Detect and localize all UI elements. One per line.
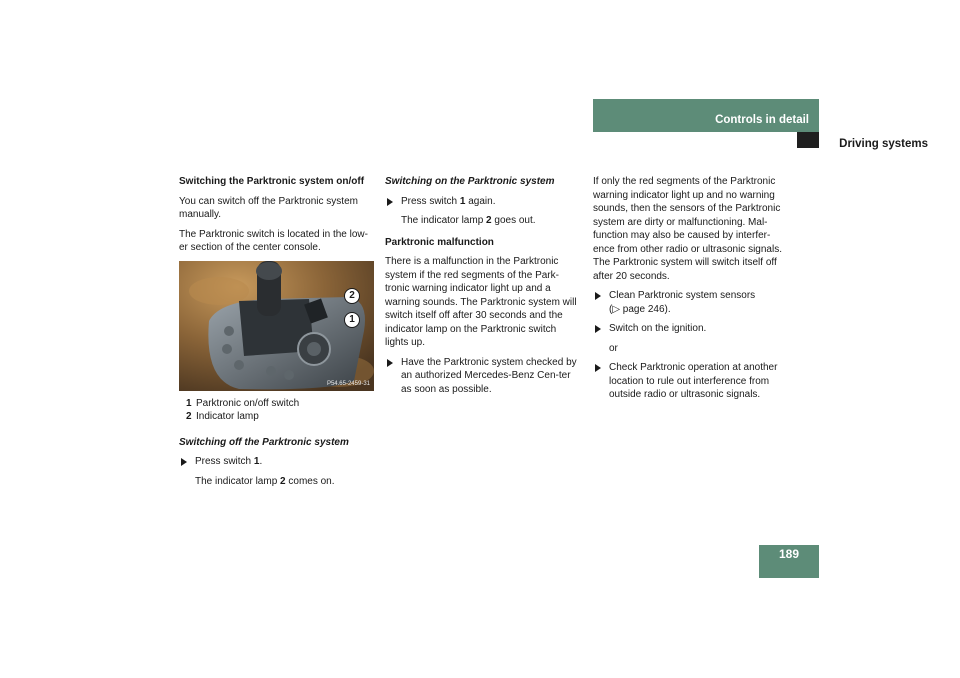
instruction-step: Switch on the ignition.	[593, 322, 789, 336]
callout-2: 2	[344, 288, 360, 304]
instruction-step: Press switch 1 again.	[385, 195, 581, 209]
column-3	[593, 175, 789, 408]
instruction-step: Clean Parktronic system sensors (▷ page 246).	[593, 289, 789, 316]
header-band	[593, 99, 819, 132]
instruction-step: Press switch 1.	[179, 455, 374, 469]
photo-code: P54.65-2459-31	[326, 380, 370, 387]
page-number: 189	[759, 545, 819, 578]
or-separator: or	[609, 342, 618, 354]
step-result: The indicator lamp 2 comes on.	[195, 475, 335, 487]
heading-switching-on: Switching on the Parktronic system	[385, 176, 555, 187]
column-2	[385, 175, 581, 402]
step-arrow-icon	[595, 292, 601, 300]
column-1	[179, 175, 374, 494]
step-result: The indicator lamp 2 goes out.	[401, 215, 536, 226]
step-arrow-icon	[181, 458, 187, 466]
step-arrow-icon	[387, 359, 393, 367]
chapter-title: Controls in detail	[715, 114, 809, 126]
header-marker	[797, 132, 819, 148]
instruction-step: Have the Parktronic system checked by an authorized Mercedes-Benz Cen-ter as soon as possible.	[385, 356, 581, 397]
page-reference: (▷ page 246).	[609, 303, 671, 315]
legend-item: 2 Indicator lamp	[186, 411, 259, 422]
center-console-photo	[179, 261, 374, 391]
heading-malfunction: Parktronic malfunction	[385, 236, 494, 248]
paragraph: There is a malfunction in the Parktronic system if the red segments of the Park-tronic warning indicator light up and a warning sounds. The Parktronic system will switch itself off after 30 seconds and the indicator lamp on the Parktronic switch lights up.	[385, 256, 577, 348]
figure-legend	[179, 397, 374, 424]
step-arrow-icon	[595, 364, 601, 372]
step-arrow-icon	[595, 325, 601, 333]
paragraph: You can switch off the Parktronic system manually.	[179, 195, 358, 220]
step-arrow-icon	[387, 198, 393, 206]
section-title: Driving systems	[839, 138, 928, 150]
heading-switching-off: Switching off the Parktronic system	[179, 436, 349, 448]
heading-switching-on-off: Switching the Parktronic system on/off	[179, 176, 365, 187]
callout-1: 1	[344, 312, 360, 328]
paragraph: If only the red segments of the Parktronic warning indicator light up and no warning sounds, then the sensors of the Parktronic system are dirty or malfunctioning. Mal-function may also be caused by interfer-ence from other radio or ultrasonic signals. The Parktronic system will switch itself off after 20 seconds.	[593, 176, 782, 282]
paragraph: The Parktronic switch is located in the low-er section of the center console.	[179, 228, 368, 253]
instruction-step: Check Parktronic operation at another location to rule out interference from outside radio or ultrasonic signals.	[593, 361, 789, 402]
legend-item: 1 Parktronic on/off switch	[186, 397, 300, 409]
